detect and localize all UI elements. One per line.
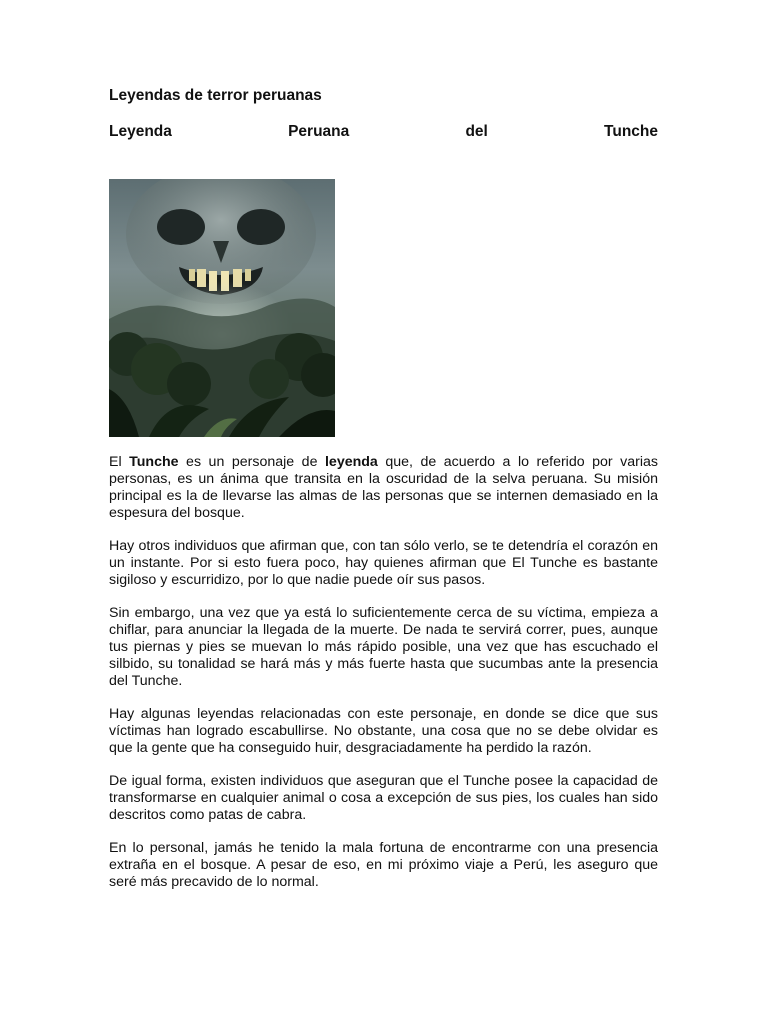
paragraph: Hay otros individuos que afirman que, con tan sólo verlo, se te detendría el corazón en un instante. Por si esto fuera poco, hay quienes afirman que El Tunche es bastante sigiloso y escurridizo, por lo que nadie puede oír sus pasos. bbox=[109, 538, 658, 588]
legend-subtitle bbox=[109, 122, 658, 142]
subtitle-word: del bbox=[465, 123, 488, 140]
paragraph: En lo personal, jamás he tenido la mala fortuna de encontrarme con una presencia extraña en el bosque. A pesar de eso, en mi próximo viaje a Perú, les aseguro que seré más precavido de lo normal. bbox=[109, 840, 658, 890]
paragraph: De igual forma, existen individuos que aseguran que el Tunche posee la capacidad de transformarse en cualquier animal o cosa a excepción de sus pies, los cuales han sido descritos como patas de cabra. bbox=[109, 773, 658, 823]
subtitle-word: Leyenda bbox=[109, 123, 172, 140]
paragraph: Sin embargo, una vez que ya está lo suficientemente cerca de su víctima, empieza a chiflar, para anunciar la llegada de la muerte. De nada te servirá correr, pues, aunque tus piernas y pies se muevan lo más rápido posible, una vez que has escuchado el silbido, su tonalidad se hará más y más fuerte hasta que sucumbas ante la presencia del Tunche. bbox=[109, 605, 658, 689]
text-run: es un personaje de bbox=[178, 454, 325, 470]
paragraph bbox=[109, 454, 658, 522]
text-run: El bbox=[109, 454, 130, 470]
text-run: que, de acuerdo a lo referido por varias personas, es un ánima que transita en la oscuridad de la selva peruana. Su misión principal es la de llevarse las almas de las personas que se internen demasiado en la espesura del bosque. bbox=[109, 454, 658, 521]
subtitle-word: Tunche bbox=[604, 123, 658, 140]
legend-body bbox=[109, 454, 658, 891]
document-content bbox=[109, 86, 658, 907]
subtitle-word: Peruana bbox=[288, 123, 350, 140]
bold-term: Tunche bbox=[129, 454, 179, 470]
paragraph: Hay algunas leyendas relacionadas con este personaje, en donde se dice que sus víctimas han logrado escabullirse. No obstante, una cosa que no se debe olvidar es que la gente que ha conseguido huir, desgraciadamente ha perdido la razón. bbox=[109, 706, 658, 756]
bold-term: leyenda bbox=[324, 454, 378, 470]
tunche-jungle-illustration bbox=[109, 179, 335, 437]
document-title: Leyendas de terror peruanas bbox=[109, 87, 322, 104]
